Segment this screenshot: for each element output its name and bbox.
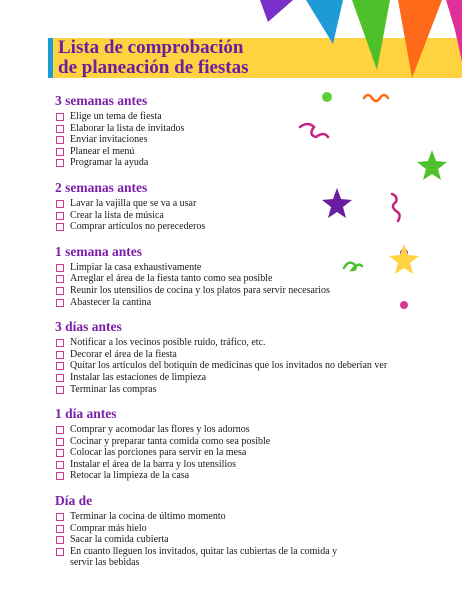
- list-item: Crear la lista de música: [55, 210, 395, 222]
- list-item: Comprar y acomodar las flores y los adornos: [55, 424, 395, 436]
- checkbox[interactable]: [56, 275, 64, 283]
- list-item: En cuanto lleguen los invitados, quitar las cubiertas de la comida y servir las bebidas: [55, 546, 395, 569]
- checkbox[interactable]: [56, 212, 64, 220]
- checkbox[interactable]: [56, 461, 64, 469]
- section-3-days: [55, 319, 395, 395]
- list-item: Comprar artículos no perecederos: [55, 221, 395, 233]
- checkbox[interactable]: [56, 386, 64, 394]
- list-item: Retocar la limpieza de la casa: [55, 470, 395, 482]
- confetti-dot-purple: [400, 249, 408, 257]
- checkbox[interactable]: [56, 287, 64, 295]
- list-item: Colocar las porciones para servir en la mesa: [55, 447, 395, 459]
- title-accent-bar: [48, 38, 53, 78]
- checkbox[interactable]: [56, 513, 64, 521]
- list-item: Comprar más hielo: [55, 523, 395, 535]
- list-item: Planear el menú: [55, 146, 395, 158]
- list-item: Cocinar y preparar tanta comida como sea posible: [55, 436, 395, 448]
- checkbox[interactable]: [56, 339, 64, 347]
- list-item: Limpiar la casa exhaustivamente: [55, 262, 395, 274]
- section-heading: Día de: [55, 493, 93, 509]
- list-item: Reunir los utensilios de cocina y los platos para servir necesarios: [55, 285, 395, 297]
- list-item: Sacar la comida cubierta: [55, 534, 395, 546]
- section-3-weeks: [55, 93, 395, 169]
- list-item: Arreglar el área de la fiesta tanto como sea posible: [55, 273, 395, 285]
- checkbox[interactable]: [56, 113, 64, 121]
- checkbox[interactable]: [56, 362, 64, 370]
- list-item: Elaborar la lista de invitados: [55, 123, 395, 135]
- checkbox[interactable]: [56, 449, 64, 457]
- page-title: [58, 38, 298, 78]
- list-item: Instalar las estaciones de limpieza: [55, 372, 395, 384]
- bunting-flag-purple: [260, 0, 293, 22]
- list-item: Notificar a los vecinos posible ruido, tráfico, etc.: [55, 337, 395, 349]
- page-title-line-1: Lista de comprobación: [58, 37, 244, 58]
- checklist: [55, 93, 395, 580]
- checkbox[interactable]: [56, 148, 64, 156]
- list-item: Abastecer la cantina: [55, 297, 395, 309]
- checkbox[interactable]: [56, 374, 64, 382]
- checkbox[interactable]: [56, 548, 64, 556]
- list-item: Terminar las compras: [55, 384, 395, 396]
- checkbox[interactable]: [56, 264, 64, 272]
- list-item: Terminar la cocina de último momento: [55, 511, 395, 523]
- section-1-week: [55, 244, 395, 308]
- checkbox[interactable]: [56, 125, 64, 133]
- list-item: Elige un tema de fiesta: [55, 111, 395, 123]
- list-item: Quitar los artículos del botiquín de medicinas que los invitados no deberían ver: [55, 360, 395, 372]
- page-title-line-2: de planeación de fiestas: [58, 57, 249, 78]
- list-item: Instalar el área de la barra y los utensilios: [55, 459, 395, 471]
- section-heading: 1 día antes: [55, 406, 117, 422]
- section-heading: 3 semanas antes: [55, 93, 148, 108]
- list-item: Lavar la vajilla que se va a usar: [55, 198, 395, 210]
- list-item: Programar la ayuda: [55, 157, 395, 169]
- section-1-day: [55, 406, 395, 482]
- checkbox[interactable]: [56, 536, 64, 544]
- star-green: [417, 150, 447, 180]
- checkbox[interactable]: [56, 159, 64, 167]
- checkbox[interactable]: [56, 351, 64, 359]
- section-day-of: [55, 493, 395, 569]
- list-item: Decorar el área de la fiesta: [55, 349, 395, 361]
- checkbox[interactable]: [56, 426, 64, 434]
- confetti-dot-pink: [400, 301, 408, 309]
- checkbox[interactable]: [56, 200, 64, 208]
- checkbox[interactable]: [56, 472, 64, 480]
- checkbox[interactable]: [56, 299, 64, 307]
- section-heading: 3 días antes: [55, 319, 122, 335]
- checkbox[interactable]: [56, 525, 64, 533]
- checkbox[interactable]: [56, 438, 64, 446]
- section-heading: 2 semanas antes: [55, 179, 148, 195]
- checkbox[interactable]: [56, 223, 64, 231]
- checkbox[interactable]: [56, 136, 64, 144]
- list-item: Enviar invitaciones: [55, 134, 395, 146]
- section-2-weeks: [55, 180, 395, 233]
- section-heading: 1 semana antes: [55, 243, 142, 259]
